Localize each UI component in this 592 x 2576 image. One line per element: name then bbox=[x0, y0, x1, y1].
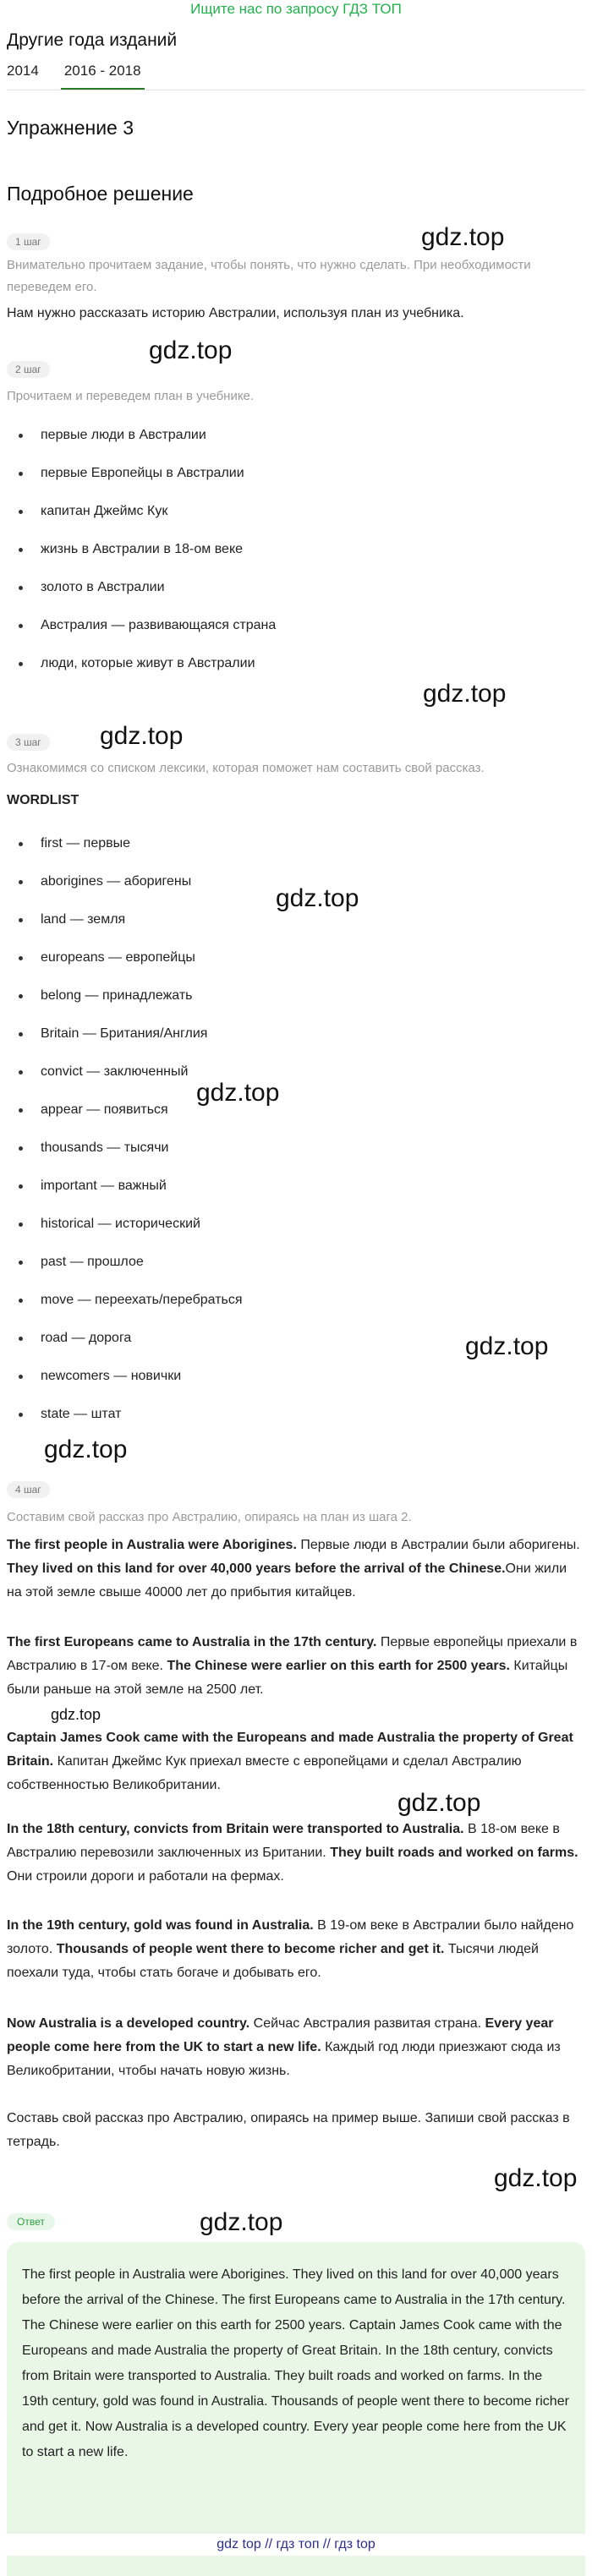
watermark: gdz.top bbox=[421, 223, 505, 251]
bullet-dot bbox=[19, 842, 23, 846]
list-item: люди, которые живут в Австралии bbox=[12, 653, 276, 691]
plan-list bbox=[12, 424, 276, 691]
years-tabs bbox=[7, 63, 167, 90]
bullet-dot bbox=[19, 662, 23, 666]
watermark: gdz.top bbox=[51, 1706, 101, 1723]
list-item: land — земля bbox=[12, 909, 243, 947]
footer-links[interactable]: gdz top // гдз топ // гдз top bbox=[0, 2534, 592, 2556]
bullet-dot bbox=[19, 1070, 23, 1075]
bullet-dot bbox=[19, 1337, 23, 1341]
bullet-dot bbox=[19, 1261, 23, 1265]
bullet-dot bbox=[19, 472, 23, 476]
list-item: первые Европейцы в Австралии bbox=[12, 462, 276, 500]
list-item: state — штат bbox=[12, 1403, 243, 1441]
bullet-dot bbox=[19, 586, 23, 590]
watermark: gdz.top bbox=[200, 2208, 283, 2236]
exercise-title: Упражнение 3 bbox=[7, 117, 134, 139]
answer-badge: Ответ bbox=[7, 2213, 55, 2230]
list-item: move — переехать/перебраться bbox=[12, 1289, 243, 1327]
solution-title: Подробное решение bbox=[7, 183, 194, 205]
other-years-title: Другие года изданий bbox=[7, 30, 178, 50]
watermark: gdz.top bbox=[44, 1436, 128, 1463]
list-item: newcomers — новички bbox=[12, 1365, 243, 1403]
watermark: gdz.top bbox=[465, 1332, 549, 1360]
step-2-instruction: Прочитаем и переведем план в учебнике. bbox=[7, 389, 255, 403]
step-1-text: Нам нужно рассказать историю Австралии, используя план из учебника. bbox=[7, 306, 464, 320]
list-item: Britain — Британия/Англия bbox=[12, 1023, 243, 1061]
answer-box bbox=[7, 2242, 585, 2576]
story-paragraph-2: The first Europeans came to Australia in the 17th century. Первые европейцы приехали в Австралию в 17-ом веке. The Chinese were earlier on this earth for 2500 years. Китайцы были раньше на этой земле на 2500 лет. bbox=[7, 1635, 578, 1697]
watermark: gdz.top bbox=[196, 1079, 280, 1107]
bullet-dot bbox=[19, 956, 23, 960]
list-item: belong — принадлежать bbox=[12, 985, 243, 1023]
watermark: gdz.top bbox=[423, 680, 507, 708]
bullet-dot bbox=[19, 1299, 23, 1303]
list-item: past — прошлое bbox=[12, 1251, 243, 1289]
bullet-dot bbox=[19, 1108, 23, 1113]
story-paragraph-6: Now Australia is a developed country. Сейчас Австралия развитая страна. Every year people come here from the UK to start a new life. Каждый год люди приезжают сюда из Великобритании, чтобы начать новую жизнь. bbox=[7, 2016, 561, 2078]
story-paragraph-5: In the 19th century, gold was found in Australia. В 19-ом веке в Австралии было найдено золото. Thousands of people went there to become richer and get it. Тысячи людей поехали туда, чтобы стать богаче и добывать его. bbox=[7, 1918, 574, 1980]
bullet-dot bbox=[19, 880, 23, 884]
bullet-dot bbox=[19, 1222, 23, 1227]
list-item: первые люди в Австралии bbox=[12, 424, 276, 462]
bullet-dot bbox=[19, 994, 23, 998]
bullet-dot bbox=[19, 1146, 23, 1151]
wordlist-title: WORDLIST bbox=[7, 793, 79, 807]
step-4-badge: 4 шаг bbox=[7, 1481, 50, 1498]
bullet-dot bbox=[19, 1184, 23, 1189]
list-item: appear — появиться bbox=[12, 1099, 243, 1137]
bullet-dot bbox=[19, 434, 23, 438]
wordlist bbox=[12, 833, 243, 1441]
year-tab-2016-2018[interactable]: 2016 - 2018 bbox=[61, 63, 145, 90]
list-item: historical — исторический bbox=[12, 1213, 243, 1251]
watermark: gdz.top bbox=[149, 336, 233, 364]
watermark: gdz.top bbox=[100, 722, 184, 750]
step-4-instruction: Составим свой рассказ про Австралию, опираясь на план из шага 2. bbox=[7, 1510, 412, 1524]
story-paragraph-1: The first people in Australia were Aborigines. Первые люди в Австралии были аборигены. They lived on this land for over 40,000 years before the arrival of the Chinese.Они жили на этой земле свыше 40000 лет до прибытия китайцев. bbox=[7, 1538, 580, 1600]
step-2-badge: 2 шаг bbox=[7, 361, 50, 378]
closing-text: Составь свой рассказ про Австралию, опираясь на пример выше. Запиши свой рассказ в тетрадь. bbox=[7, 2111, 570, 2149]
watermark: gdz.top bbox=[397, 1789, 481, 1817]
bullet-dot bbox=[19, 624, 23, 628]
answer-text: The first people in Australia were Aborigines. They lived on this land for over 40,000 years before the arrival of the Chinese. The first Europeans came to Australia in the 17th century. The Chinese were earlier on this earth for 2500 years. Captain James Cook came with the Europeans and made Australia the property of Great Britain. In the 18th century, convicts from Britain were transported to Australia. They built roads and worked on farms. In the 19th century, gold was found in Australia. Thousands of people went there to become richer and get it. Now Australia is a developed country. Every year people come here from the UK to start a new life. bbox=[22, 2267, 569, 2459]
list-item: золото в Австралии bbox=[12, 577, 276, 615]
bullet-dot bbox=[19, 1375, 23, 1379]
watermark: gdz.top bbox=[494, 2164, 578, 2192]
list-item: жизнь в Австралии в 18-ом веке bbox=[12, 539, 276, 577]
story-paragraph-3: Captain James Cook came with the Europeans and made Australia the property of Great Britain. Капитан Джеймс Кук приехал вместе с европейцами и сделал Австралию собственностью Великобритании. bbox=[7, 1731, 573, 1792]
step-3-badge: 3 шаг bbox=[7, 734, 50, 751]
list-item: important — важный bbox=[12, 1175, 243, 1213]
bullet-dot bbox=[19, 510, 23, 514]
step-1-badge: 1 шаг bbox=[7, 233, 50, 250]
list-item: капитан Джеймс Кук bbox=[12, 500, 276, 539]
step-1-instruction: Внимательно прочитаем задание, чтобы понять, что нужно сделать. При необходимости переведем его. bbox=[7, 258, 531, 294]
bullet-dot bbox=[19, 1032, 23, 1036]
year-tab-2014[interactable]: 2014 bbox=[7, 63, 39, 79]
list-item: road — дорога bbox=[12, 1327, 243, 1365]
list-item: Австралия — развивающаяся страна bbox=[12, 615, 276, 653]
list-item: thousands — тысячи bbox=[12, 1137, 243, 1175]
story-paragraph-4: In the 18th century, convicts from Britain were transported to Australia. В 18-ом веке в Австралию перевозили заключенных из Британии. They built roads and worked on farms. Они строили дороги и работали на фермах. bbox=[7, 1822, 578, 1884]
bullet-dot bbox=[19, 548, 23, 552]
step-3-instruction: Ознакомимся со списком лексики, которая поможет нам составить свой рассказ. bbox=[7, 761, 485, 775]
bullet-dot bbox=[19, 1413, 23, 1417]
list-item: aborigines — аборигены bbox=[12, 871, 243, 909]
watermark: gdz.top bbox=[276, 884, 359, 912]
list-item: convict — заключенный bbox=[12, 1061, 243, 1099]
list-item: europeans — европейцы bbox=[12, 947, 243, 985]
search-hint-link[interactable]: Ищите нас по запросу ГДЗ ТОП bbox=[190, 1, 402, 17]
list-item: first — первые bbox=[12, 833, 243, 871]
bullet-dot bbox=[19, 918, 23, 922]
